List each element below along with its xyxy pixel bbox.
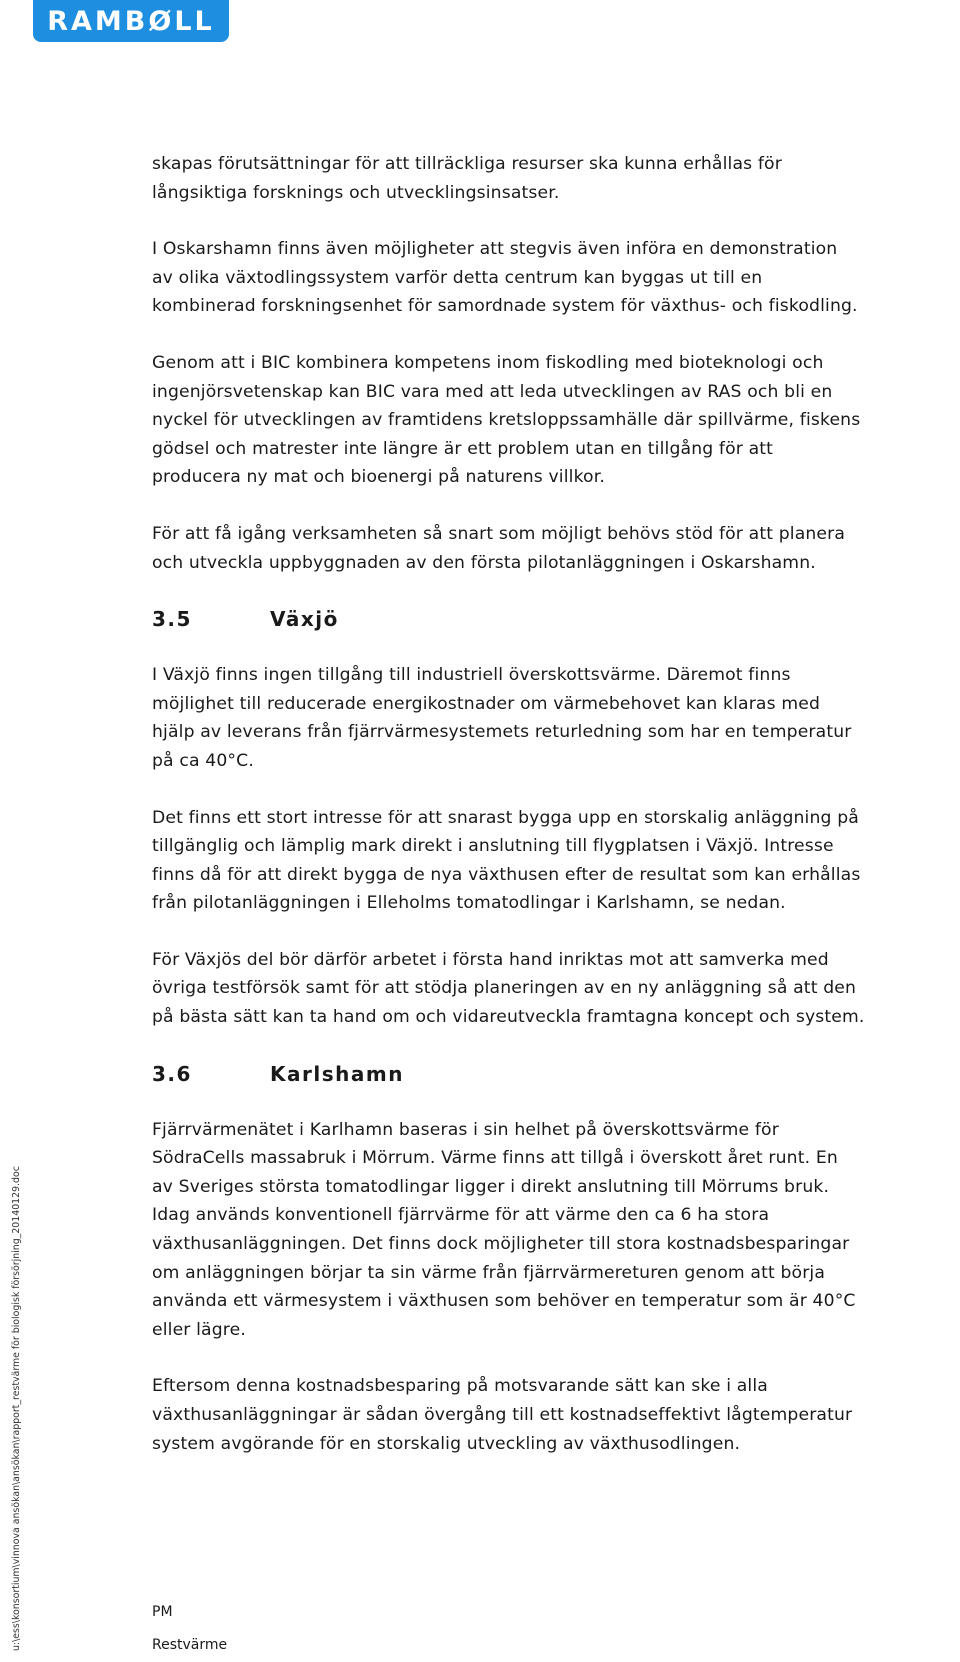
footer [152, 1596, 227, 1662]
paragraph: I Växjö finns ingen tillgång till industriell överskottsvärme. Däremot finns möjlighet till reducerade energikostnader om värmebehovet kan klaras med hjälp av leverans från fjärrvärmesystemets returledning som har en temperatur på ca 40°C. [152, 665, 852, 771]
ramboll-logo [33, 0, 229, 42]
section-number: 3.5 [152, 607, 192, 632]
section-title: Karlshamn [270, 1061, 404, 1086]
paragraph: Eftersom denna kostnadsbesparing på motsvarande sätt kan ske i alla växthusanläggningar är sådan övergång till ett kostnadseffektivt lågtemperatur system avgörande för en storskalig utveckling av växthusodlingen. [152, 1376, 853, 1454]
document-body [152, 150, 952, 1458]
paragraph: Genom att i BIC kombinera kompetens inom fiskodling med bioteknologi och ingenjörsvetenskap kan BIC vara med att leda utvecklingen av RAS och bli en nyckel för utvecklingen av framtidens kretsloppssamhälle där spillvärme, fiskens gödsel och matrester inte längre är ett problem utan en tillgång för att producera ny mat och bioenergi på naturens villkor. [152, 352, 861, 488]
paragraph: Fjärrvärmenätet i Karlhamn baseras i sin helhet på överskottsvärme för SödraCells massabruk i Mörrum. Värme finns att tillgå i överskott året runt. En av Sveriges största tomatodlingar ligger i direkt anslutning till Mörrums bruk. Idag används konventionell fjärrvärme för att värme den ca 6 ha stora växthusanläggningen. Det finns dock möjligheter till stora kostnadsbesparingar om anläggningen börjar ta sin värme från fjärrvärmereturen genom att börja använda ett värmesystem i växthusen som behöver en temperatur som är 40°C eller lägre. [152, 1119, 856, 1340]
logo-text: RAMBØLL [47, 5, 215, 37]
paragraph: Det finns ett stort intresse för att snarast bygga upp en storskalig anläggning på tillgänglig och lämplig mark direkt i anslutning till flygplatsen i Växjö. Intresse finns då för att direkt bygga de nya växthusen efter de resultat som kan erhållas från pilotanläggningen i Elleholms tomatodlingar i Karlshamn, se nedan. [152, 807, 861, 914]
paragraph: För att få igång verksamheten så snart som möjligt behövs stöd för att planera och utveckla uppbyggnaden av den första pilotanläggningen i Oskarshamn. [152, 523, 846, 573]
section-number: 3.6 [152, 1061, 192, 1086]
paragraph: För Växjös del bör därför arbetet i första hand inriktas mot att samverka med övriga testförsök samt för att stödja planeringen av en ny anläggning så att den på bästa sätt kan ta hand om och vidareutveckla framtagna koncept och system. [152, 949, 865, 1028]
footer-doc-title: Restvärme [152, 1637, 228, 1653]
section-title: Växjö [270, 607, 339, 632]
section-heading-3-6 [152, 1060, 952, 1088]
footer-doc-type: PM [152, 1604, 173, 1620]
section-heading-3-5 [152, 605, 952, 633]
paragraph: I Oskarshamn finns även möjligheter att stegvis även införa en demonstration av olika växtodlingssystem varför detta centrum kan byggas ut till en kombinerad forskningsenhet för samordnade system för växthus- och fiskodling. [152, 239, 858, 317]
file-path-margin-text: u:\ess\konsortium\vinnova ansökan\ansökan\rapport_restvärme för biologisk försörjning_20140129.doc [11, 1166, 22, 1651]
paragraph: skapas förutsättningar för att tillräckliga resurser ska kunna erhållas för långsiktiga forsknings och utvecklingsinsatser. [152, 154, 782, 203]
